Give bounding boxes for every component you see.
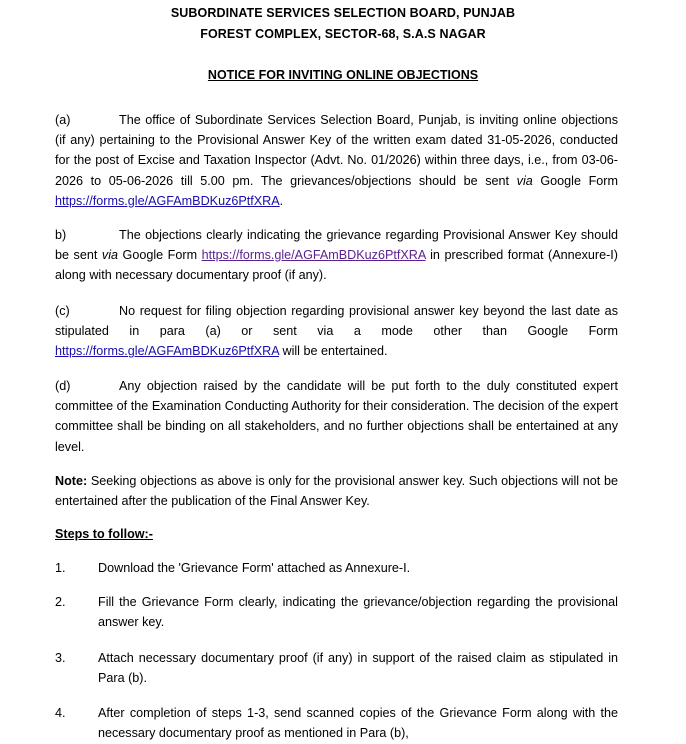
paragraph-a-via: via [516,173,533,188]
google-form-link-c[interactable]: https://forms.gle/AGFAmBDKuz6PtfXRA [55,344,279,359]
paragraph-d-tag: (d) [55,379,71,393]
paragraph-b [55,225,618,286]
board-address-heading: FOREST COMPLEX, SECTOR-68, S.A.S NAGAR [200,27,486,41]
step-item [55,558,618,578]
paragraph-a-text-3: . [279,193,284,208]
step-text: Attach necessary documentary proof (if any) in support of the raised claim as stipulated in Para (b). [98,651,618,686]
paragraph-b-text-3: in prescribed format (Annexure-I) along with necessary documentary proof (if any). [55,248,618,283]
note-label: Note: [55,474,88,488]
step-text: After completion of steps 1-3, send scanned copies of the Grievance Form along with the necessary documentary proof as mentioned in Para (b), [98,706,618,741]
google-form-link-b[interactable]: https://forms.gle/AGFAmBDKuz6PtfXRA [201,248,426,263]
notice-title-text: NOTICE FOR INVITING ONLINE OBJECTIONS [207,68,479,82]
paragraph-b-text-1: The objections clearly indicating the grievance regarding Provisional Answer Key should be sent [55,228,618,263]
paragraph-a-text-2: Google Form [532,173,618,188]
paragraph-b-tag: b) [55,228,67,242]
paragraph-c-text-2: will be entertained. [278,344,388,359]
step-number: 2. [55,595,66,609]
step-number: 1. [55,561,66,575]
paragraph-a-tag: (a) [55,113,71,127]
step-item [55,592,618,632]
step-number: 4. [55,706,66,720]
notice-title [0,68,686,82]
board-name-heading: SUBORDINATE SERVICES SELECTION BOARD, PUNJAB [170,6,516,20]
paragraph-c-tag: (c) [55,304,70,318]
paragraph-a [55,110,618,211]
step-item [55,648,618,688]
paragraph-d-text: Any objection raised by the candidate will be put forth to the duly constituted expert committee of the Examination Conducting Authority for their consideration. The decision of the expert committee shall be binding on all stakeholders, and no further objections shall be entertained at any level. [55,379,618,454]
paragraph-c-text-1: No request for filing objection regarding provisional answer key beyond the last date as stipulated in para (a) or sent via a mode other than Google Form [55,304,618,339]
note-text: Seeking objections as above is only for the provisional answer key. Such objections will not be entertained after the publication of the Final Answer Key. [55,474,618,509]
paragraph-c [55,301,618,362]
step-text: Fill the Grievance Form clearly, indicating the grievance/objection regarding the provisional answer key. [98,595,618,630]
paragraph-d [55,376,618,457]
step-number: 3. [55,651,66,665]
step-item [55,703,618,743]
note-paragraph [55,471,618,511]
paragraph-b-text-2: Google Form [118,248,202,263]
paragraph-b-via: via [101,248,118,263]
steps-title: Steps to follow:- [55,527,153,541]
step-text: Download the 'Grievance Form' attached as Annexure-I. [98,561,411,575]
google-form-link-a[interactable]: https://forms.gle/AGFAmBDKuz6PtfXRA [55,193,280,208]
paragraph-a-text-1: The office of Subordinate Services Selection Board, Punjab, is inviting online objections (if any) pertaining to the Provisional Answer Key of the written exam dated 31-05-2026, conducted for the post of Excise and Taxation Inspector (Advt. No. 01/2026) within three days, i.e., from 03-06-2026 to 05-06-2026 till 5.00 pm. The grievances/objections should be sent [55,113,618,188]
